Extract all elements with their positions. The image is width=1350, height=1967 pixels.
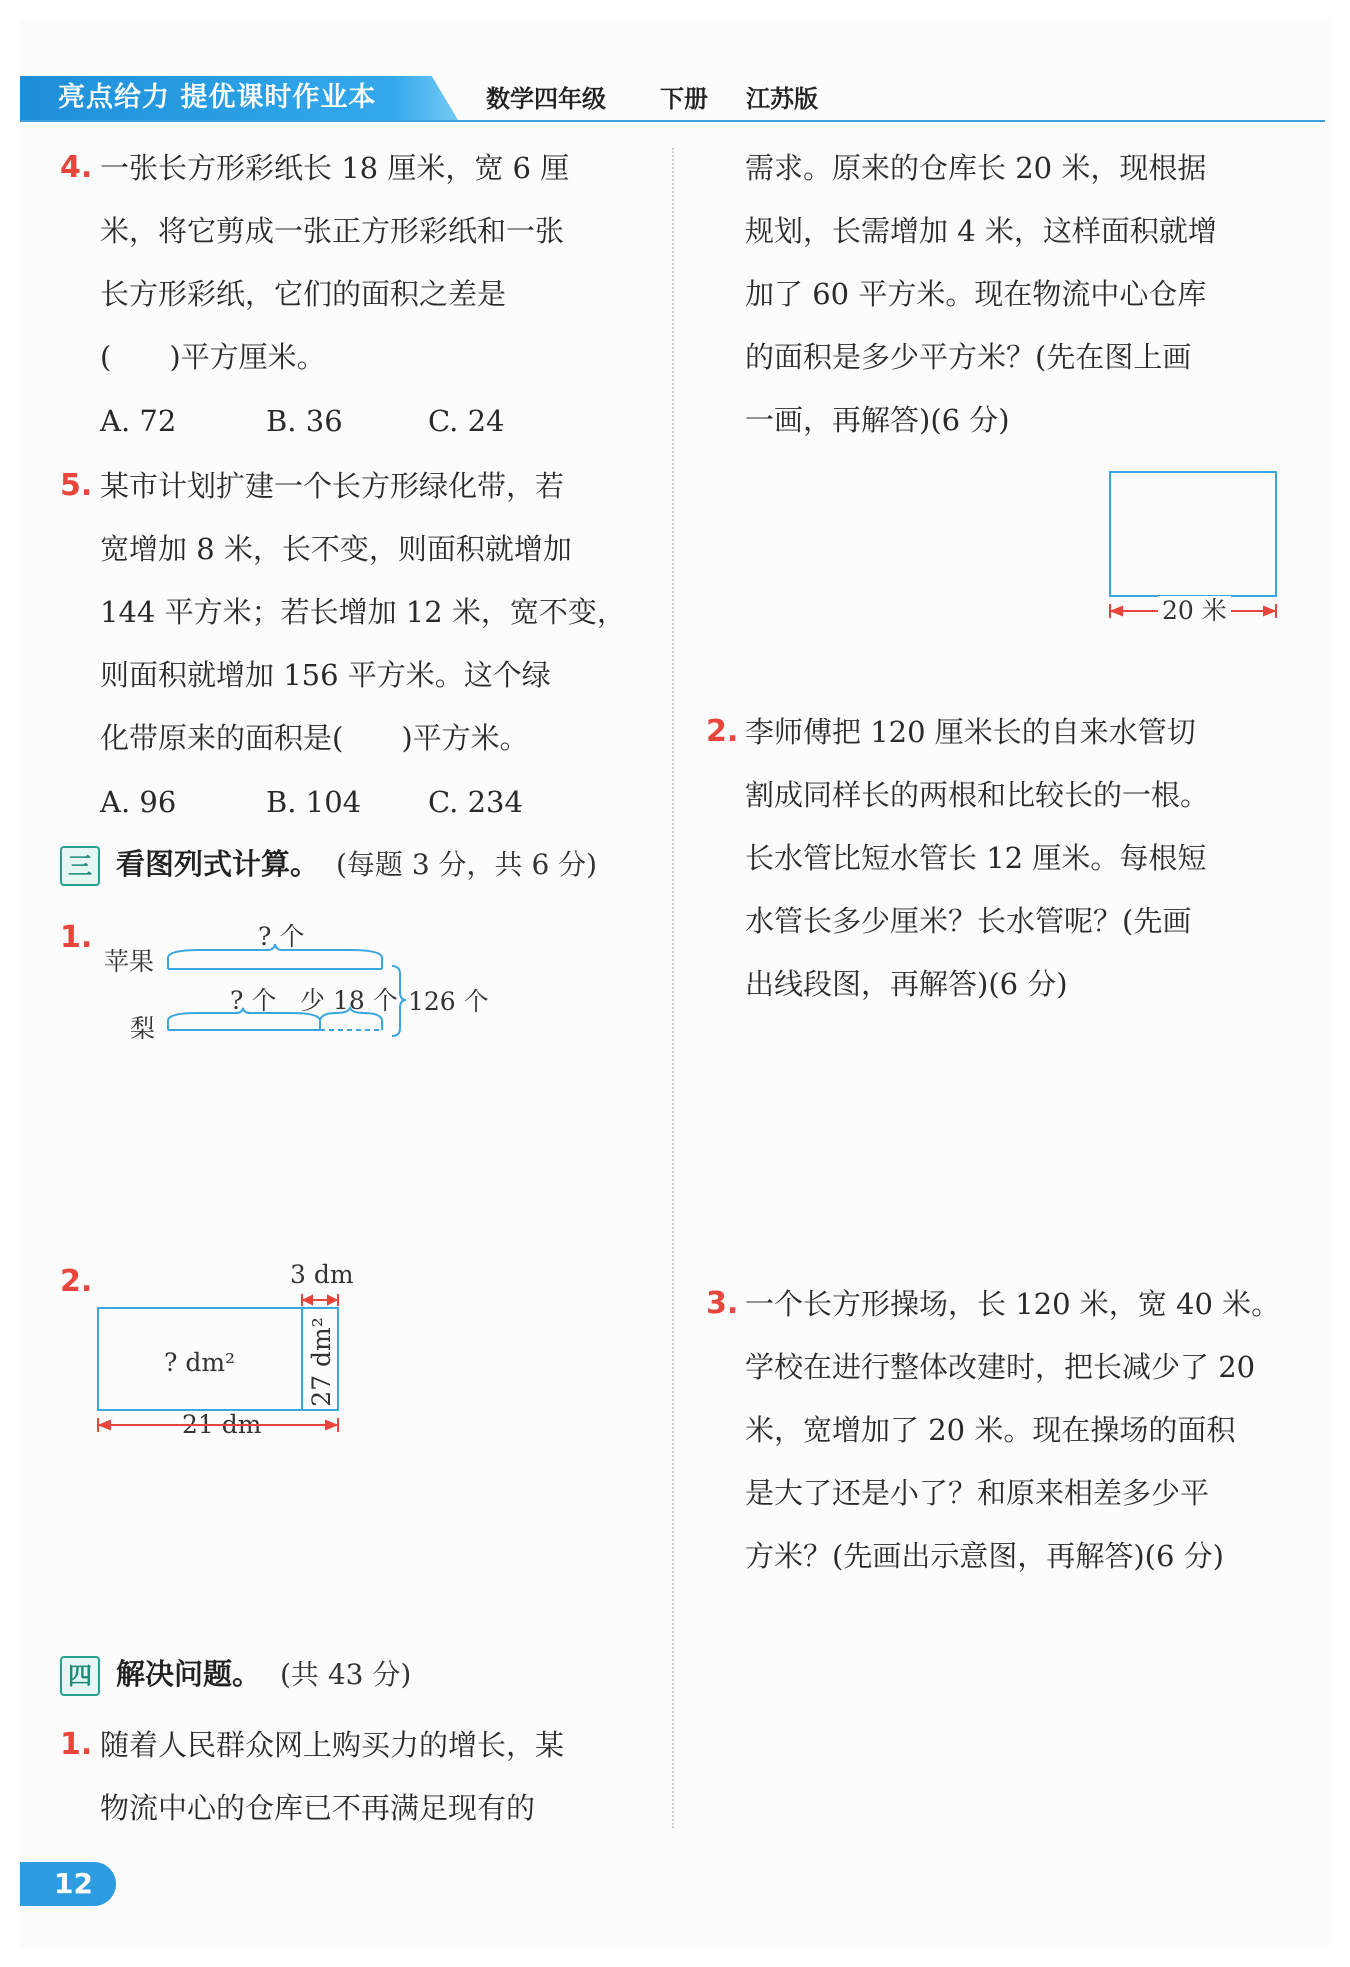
question-text-line: 随着人民群众网上购买力的增长，某 xyxy=(100,1728,565,1762)
question-number: 1. xyxy=(60,920,93,955)
question-text-line: 144 平方米；若长增加 12 米，宽不变， xyxy=(100,595,626,629)
unknown-area-label: ? dm² xyxy=(164,1348,236,1377)
question-text-line: 的面积是多少平方米？(先在图上画 xyxy=(745,340,1192,374)
section-title: 解决问题。 xyxy=(116,1657,262,1691)
option-b: B. 36 xyxy=(266,404,343,438)
section-three-icon: 三 xyxy=(60,846,100,886)
section-score-note: (每题 3 分，共 6 分) xyxy=(336,848,598,881)
question-text-line: ( )平方厘米。 xyxy=(100,340,326,374)
total-label: 126 个 xyxy=(408,987,489,1016)
question-text-line: 需求。原来的仓库长 20 米，现根据 xyxy=(745,151,1207,185)
question-text-line: 水管长多少厘米？长水管呢？(先画 xyxy=(745,904,1192,938)
series-title: 亮点给力 提优课时作业本 xyxy=(58,82,377,113)
question-number: 2. xyxy=(60,1264,93,1299)
question-number: 1. xyxy=(60,1727,93,1762)
question-text-line: 长方形彩纸，它们的面积之差是 xyxy=(100,277,507,311)
option-a: A. 96 xyxy=(100,785,177,819)
page-number: 12 xyxy=(54,1867,93,1900)
pear-label: 梨 xyxy=(130,1014,156,1043)
question-text-line: 一个长方形操场，长 120 米，宽 40 米。 xyxy=(745,1287,1281,1321)
question-number: 2. xyxy=(706,714,739,749)
option-c: C. 234 xyxy=(428,785,523,819)
question-text-line: 米，宽增加了 20 米。现在操场的面积 xyxy=(745,1413,1236,1447)
question-text-line: 某市计划扩建一个长方形绿化带，若 xyxy=(100,469,565,503)
volume-label: 下册 xyxy=(660,85,708,113)
question-text-line: 一画，再解答)(6 分) xyxy=(745,403,1010,437)
known-area-label: 27 dm² xyxy=(307,1317,336,1407)
question-text-line: 割成同样长的两根和比较长的一根。 xyxy=(745,778,1210,812)
question-text-line: 学校在进行整体改建时，把长减少了 20 xyxy=(745,1350,1256,1384)
question-text-line: 一张长方形彩纸长 18 厘米，宽 6 厘 xyxy=(100,151,570,185)
section-title: 看图列式计算。 xyxy=(116,847,320,881)
edition-label: 江苏版 xyxy=(746,85,818,113)
option-c: C. 24 xyxy=(428,404,505,438)
question-text-line: 规划，长需增加 4 米，这样面积就增 xyxy=(745,214,1217,248)
section-four-icon: 四 xyxy=(60,1656,100,1696)
question-text-line: 米，将它剪成一张正方形彩纸和一张 xyxy=(100,214,565,248)
width-label: 3 dm xyxy=(290,1260,354,1289)
less-label: 少 18 个 xyxy=(300,986,398,1015)
length-label: 21 dm xyxy=(176,1410,267,1440)
option-b: B. 104 xyxy=(266,785,362,819)
pear-unknown-label: ? 个 xyxy=(230,986,277,1015)
subject-label: 数学四年级 xyxy=(486,85,606,113)
section-score-note: (共 43 分) xyxy=(280,1658,412,1691)
question-number: 4. xyxy=(60,150,93,185)
question-number: 5. xyxy=(60,468,93,503)
question-text-line: 则面积就增加 156 平方米。这个绿 xyxy=(100,658,551,692)
question-text-line: 李师傅把 120 厘米长的自来水管切 xyxy=(745,715,1196,749)
question-text-line: 出线段图，再解答)(6 分) xyxy=(745,967,1068,1001)
question-text-line: 宽增加 8 米，长不变，则面积就增加 xyxy=(100,532,572,566)
question-text-line: 长水管比短水管长 12 厘米。每根短 xyxy=(745,841,1207,875)
option-a: A. 72 xyxy=(100,404,177,438)
apple-unknown-label: ? 个 xyxy=(258,922,305,951)
apple-label: 苹果 xyxy=(104,947,155,976)
question-number: 3. xyxy=(706,1286,739,1321)
warehouse-rectangle xyxy=(1110,472,1276,596)
warehouse-length-label: 20 米 xyxy=(1158,596,1231,626)
question-text-line: 物流中心的仓库已不再满足现有的 xyxy=(100,1791,536,1825)
question-text-line: 方米？(先画出示意图，再解答)(6 分) xyxy=(745,1539,1224,1573)
question-text-line: 是大了还是小了？和原来相差多少平 xyxy=(745,1476,1210,1510)
question-text-line: 加了 60 平方米。现在物流中心仓库 xyxy=(745,277,1207,311)
question-text-line: 化带原来的面积是( )平方米。 xyxy=(100,721,529,755)
